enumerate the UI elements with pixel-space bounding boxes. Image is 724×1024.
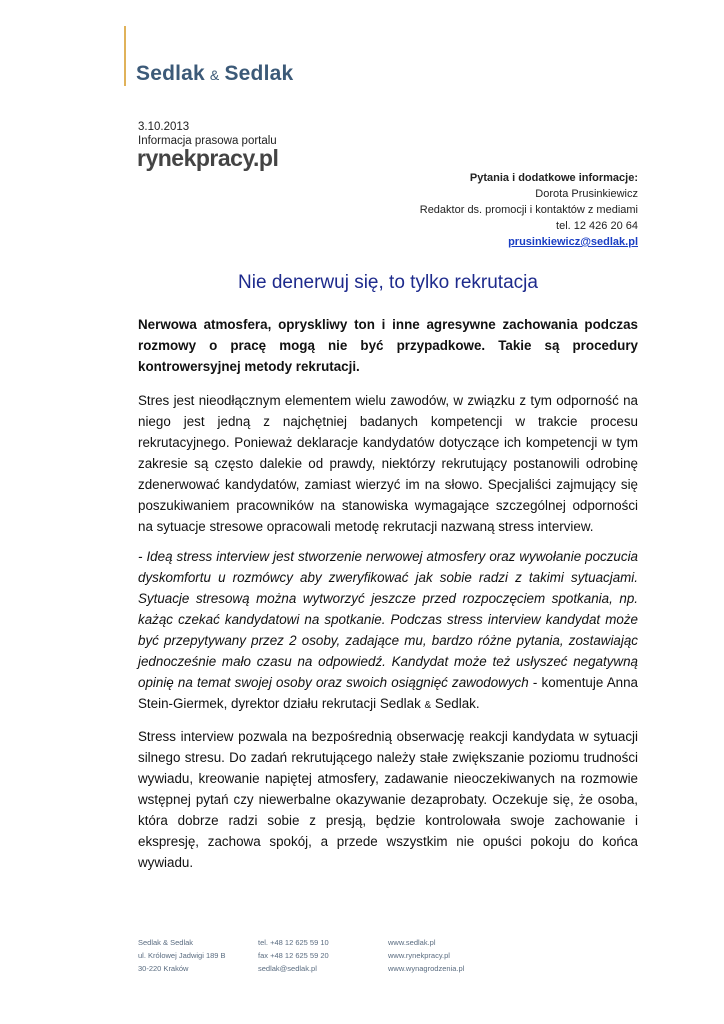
quote-text: - Ideą stress interview jest stworzenie nerwowej atmosfery oraz wywołanie poczucia dyskomfortu u rozmówcy aby zweryfikować jak sobie radzi z takimi sytuacjami. Sytuacje stresową można wytworzyć jeszcze przed rozpoczęciem spotkania, np. każąc czekać kandydatowi na spotkanie. Podczas stress interview kandydat może być przepytywany przez 2 osoby, zadające mu, bardzo różne pytania, zostawiając jednocześnie mało czasu na odpowiedź. Kandydat może też usłyszeć negatywną opinię na temat swojej osoby oraz swoich osiągnięć zawodowych xyxy=(138,549,638,690)
release-date: 3.10.2013 xyxy=(138,121,190,133)
contact-phone: tel. 12 426 20 64 xyxy=(556,220,638,232)
portal-logo: rynekpracy.pl xyxy=(137,145,279,171)
contact-role: Redaktor ds. promocji i kontaktów z mediami xyxy=(419,204,638,216)
footer-phones xyxy=(258,936,329,975)
release-type: Informacja prasowa portalu xyxy=(138,135,277,147)
footer-websites xyxy=(388,936,464,975)
footer-email[interactable]: sedlak@sedlak.pl xyxy=(258,964,317,973)
logo-amp: & xyxy=(209,67,220,83)
footer-company: Sedlak & Sedlak xyxy=(138,938,194,947)
article-paragraph-2 xyxy=(138,546,638,716)
footer-city: 30-220 Kraków xyxy=(138,964,189,973)
release-meta xyxy=(138,120,277,148)
contact-heading: Pytania i dodatkowe informacje: xyxy=(469,172,638,184)
logo-left: Sedlak xyxy=(136,62,205,85)
company-logo xyxy=(136,62,293,86)
contact-name: Dorota Prusinkiewicz xyxy=(535,188,638,200)
footer-street: ul. Królowej Jadwigi 189 B xyxy=(138,951,226,960)
attribution-end: Sedlak. xyxy=(431,696,480,711)
footer-address xyxy=(138,936,226,975)
article-title: Nie denerwuj się, to tylko rekrutacja xyxy=(238,272,538,293)
footer-site-rynekpracy[interactable]: www.rynekpracy.pl xyxy=(388,951,450,960)
article-lead: Nerwowa atmosfera, opryskliwy ton i inne agresywne zachowania podczas rozmowy o pracę mogą nie być przypadkowe. Takie są procedury kontrowersyjnej metody rekrutacji. xyxy=(138,317,638,374)
footer-fax: fax +48 12 625 59 20 xyxy=(258,951,329,960)
contact-email-link[interactable]: prusinkiewicz@sedlak.pl xyxy=(508,236,638,248)
footer-tel: tel. +48 12 625 59 10 xyxy=(258,938,329,947)
article-paragraph-1: Stres jest nieodłącznym elementem wielu zawodów, w związku z tym odporność na niego jest jedną z najchętniej badanych kompetencji w trakcie procesu rekrutacyjnego. Ponieważ deklaracje kandydatów dotyczące ich kompetencji w tym zakresie są często dalekie od prawdy, niektórzy rekrutujący postanowili odrobinę zdenerwować kandydatów, zamiast wierzyć im na słowo. Specjaliści zajmujący się poszukiwaniem pracowników na stanowiska wymagające szczególnej odporności na sytuacje stresowe opracowali metodę rekrutacji nazwaną stress interview. xyxy=(138,393,638,534)
quote-attribution: - komentuje Anna Stein-Giermek, dyrektor działu rekrutacji Sedlak xyxy=(138,675,638,711)
attribution-amp: & xyxy=(424,700,432,711)
logo-right: Sedlak xyxy=(224,62,294,85)
footer-site-wynagrodzenia[interactable]: www.wynagrodzenia.pl xyxy=(388,964,465,973)
footer-site-sedlak[interactable]: www.sedlak.pl xyxy=(388,938,436,947)
article-paragraph-3: Stress interview pozwala na bezpośrednią obserwację reakcji kandydata w sytuacji silnego stresu. Do zadań rekrutującego należy stałe zwiększanie poziomu trudności wywiadu, kreowanie napiętej atmosfery, zadawanie nieoczekiwanych na rozmowie wstępnej pytań czy niewerbalne okazywanie dezaprobaty. Oczekuje się, że osoba, która dobrze radzi sobie z presją, będzie kontrolowała swoje zachowanie i ekspresję, zachowa spokój, a przede wszystkim nie opuści pokoju do końca wywiadu. xyxy=(138,729,638,870)
logo-accent-bar xyxy=(124,26,126,86)
contact-block xyxy=(420,170,638,250)
